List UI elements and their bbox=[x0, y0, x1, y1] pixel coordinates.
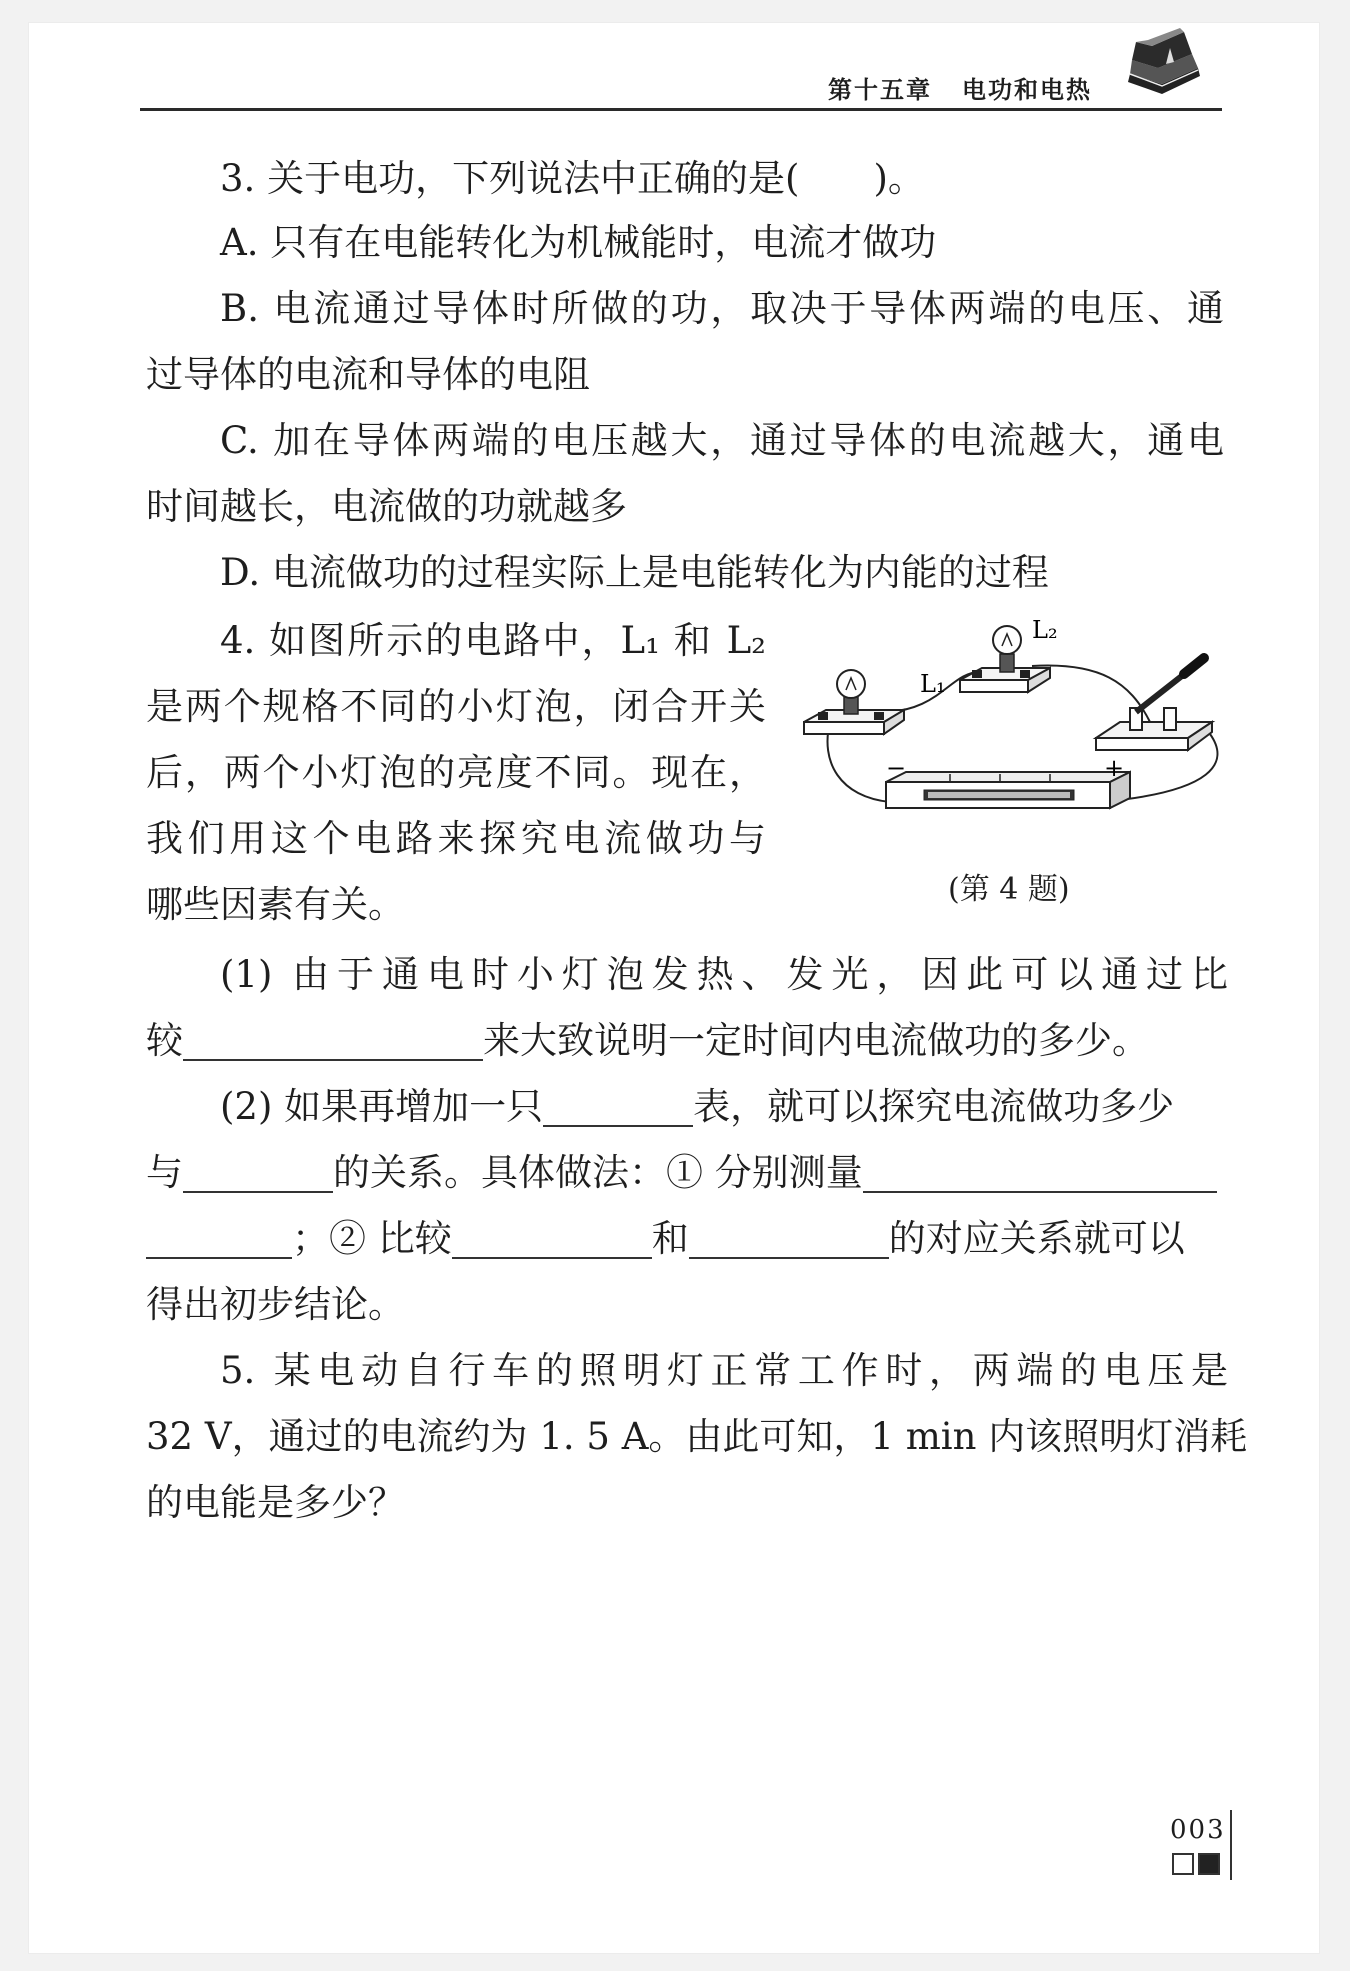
label-l2: L₂ bbox=[1032, 616, 1058, 644]
book-icon bbox=[1122, 24, 1206, 104]
q4-part1-line1: (1) 由于通电时小灯泡发热、发光，因此可以通过比 bbox=[220, 953, 1228, 996]
q4-part1-line2 bbox=[146, 1019, 1149, 1062]
footer-marks bbox=[1172, 1853, 1224, 1875]
chapter-label: 第十五章 bbox=[828, 75, 932, 104]
q4-part2b-middle: 的关系。具体做法：① 分别测量 bbox=[333, 1151, 863, 1194]
q3-option-a: A. 只有在电能转化为机械能时，电流才做功 bbox=[220, 221, 937, 264]
q4-part2-line2 bbox=[146, 1151, 1217, 1194]
q4-part2-suffix: 表，就可以探究电流做功多少 bbox=[693, 1085, 1175, 1128]
q3-option-b-line2: 过导体的电流和导体的电阻 bbox=[146, 353, 590, 396]
q3-option-b-line1: B. 电流通过导体时所做的功，取决于导体两端的电压、通 bbox=[220, 287, 1224, 330]
circuit-figure bbox=[800, 612, 1230, 912]
page-number: 003 bbox=[1170, 1815, 1226, 1845]
q4-line1: 4. 如图所示的电路中，L₁ 和 L₂ bbox=[220, 619, 766, 662]
answer-blank-1[interactable] bbox=[183, 1025, 483, 1061]
answer-blank-5[interactable] bbox=[452, 1223, 652, 1259]
footer-divider bbox=[1230, 1810, 1232, 1880]
q4-line2: 是两个规格不同的小灯泡，闭合开关 bbox=[146, 685, 766, 728]
label-l1: L₁ bbox=[920, 670, 946, 698]
q3-option-d: D. 电流做功的过程实际上是电能转化为内能的过程 bbox=[220, 551, 1049, 594]
circuit-diagram bbox=[800, 612, 1230, 862]
empty-square-icon bbox=[1172, 1853, 1194, 1875]
answer-blank-2[interactable] bbox=[543, 1091, 693, 1127]
q5-line2: 32 V，通过的电流约为 1. 5 A。由此可知，1 min 内该照明灯消耗 bbox=[146, 1415, 1248, 1458]
q4-part1-suffix: 来大致说明一定时间内电流做功的多少。 bbox=[483, 1019, 1149, 1062]
answer-blank-4[interactable] bbox=[863, 1157, 1217, 1193]
switch bbox=[1096, 658, 1212, 750]
q5-line3: 的电能是多少？ bbox=[146, 1481, 405, 1524]
q4-part1-prefix: 较 bbox=[146, 1019, 183, 1062]
q4-part2c-suffix: 的对应关系就可以 bbox=[888, 1217, 1185, 1260]
answer-blank-4-cont[interactable] bbox=[146, 1223, 292, 1259]
q4-line4: 我们用这个电路来探究电流做功与 bbox=[146, 817, 766, 860]
battery-minus-label: − bbox=[886, 754, 907, 782]
answer-blank-3[interactable] bbox=[183, 1157, 333, 1193]
q4-part2c-middle2: 和 bbox=[651, 1217, 689, 1260]
filled-square-icon bbox=[1198, 1853, 1220, 1875]
q5-line1: 5. 某电动自行车的照明灯正常工作时，两端的电压是 bbox=[220, 1349, 1228, 1392]
q4-part2-line1 bbox=[220, 1085, 1175, 1128]
bulb-l1 bbox=[804, 670, 904, 734]
q3-option-c-line2: 时间越长，电流做的功就越多 bbox=[146, 485, 627, 528]
q4-part2-line4: 得出初步结论。 bbox=[146, 1283, 405, 1326]
battery-plus-label: + bbox=[1104, 754, 1125, 782]
battery-pack bbox=[886, 772, 1130, 808]
q4-part2c-middle1: ；② 比较 bbox=[292, 1217, 452, 1260]
chapter-title: 电功和电热 bbox=[962, 75, 1092, 104]
q4-line5: 哪些因素有关。 bbox=[146, 883, 405, 926]
q3-stem: 3. 关于电功，下列说法中正确的是( )。 bbox=[220, 157, 925, 200]
q3-option-c-line1: C. 加在导体两端的电压越大，通过导体的电流越大，通电 bbox=[220, 419, 1224, 462]
figure-caption: (第 4 题) bbox=[948, 872, 1070, 907]
q4-part2-prefix: (2) 如果再增加一只 bbox=[220, 1085, 544, 1128]
q4-part2-line3 bbox=[146, 1217, 1185, 1260]
header-title bbox=[828, 70, 1092, 105]
q4-line3: 后，两个小灯泡的亮度不同。现在， bbox=[146, 751, 766, 794]
answer-blank-6[interactable] bbox=[689, 1223, 889, 1259]
q4-part2b-prefix: 与 bbox=[146, 1151, 183, 1194]
running-header bbox=[140, 68, 1222, 111]
